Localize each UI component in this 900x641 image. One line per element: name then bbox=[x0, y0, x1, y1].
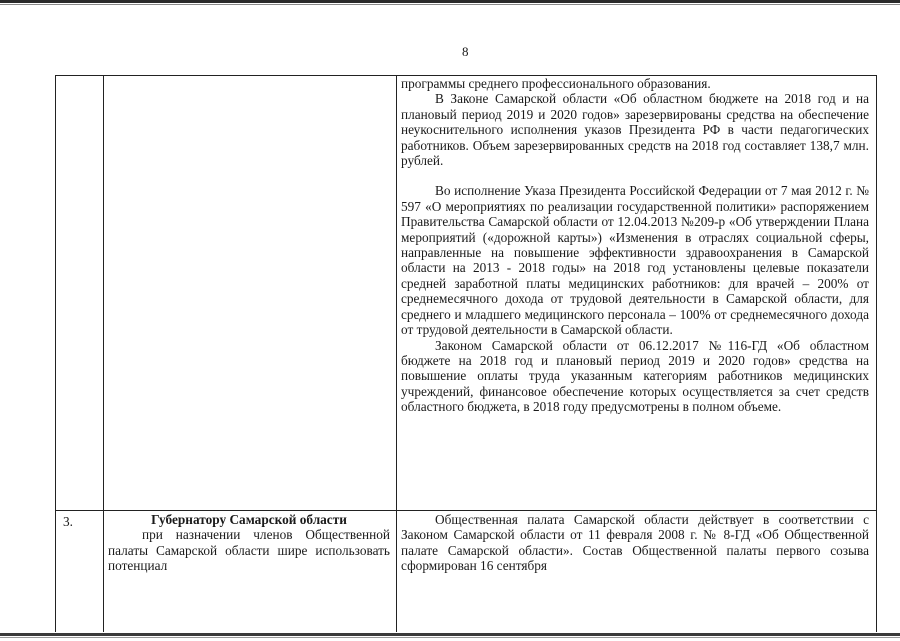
column-divider-2 bbox=[396, 75, 397, 632]
scan-edge-bottom bbox=[0, 633, 900, 636]
scan-edge-top bbox=[0, 0, 900, 3]
recommendation-cell bbox=[108, 512, 390, 630]
table-right-border bbox=[876, 75, 877, 632]
response-paragraph: Во исполнение Указа Президента Российской Федерации от 7 мая 2012 г. № 597 «О мероприятиях по реализации государственной политики» распоряжением Правительства Самарской области от 12.04.2013 №209-р «Об утверждении Плана мероприятий («дорожной карты») «Изменения в отраслях социальной сферы, направленные на повышение эффективности здравоохранения в Самарской области на 2013 - 2018 годы» на 2018 год установлены целевые показатели средней заработной платы медицинских работников: для врачей – 200% от среднемесячного дохода от трудовой деятельности в Самарской области, для среднего и младшего медицинского персонала – 100% от среднемесячного дохода от трудовой деятельности в Самарской области. bbox=[401, 183, 869, 338]
row-number: 3. bbox=[63, 514, 73, 529]
response-cell-prev bbox=[401, 76, 869, 415]
recipient-title: Губернатору Самарской области bbox=[151, 512, 347, 527]
scan-edge-top-line bbox=[0, 4, 900, 5]
response-paragraph: Общественная палата Самарской области действует в соответствии с Законом Самарской области от 11 февраля 2008 г. № 8-ГД «Об Общественной палате Самарской области». Состав Общественной палаты первого созыва сформирован 16 сентября bbox=[401, 512, 869, 574]
scan-edge-bottom-line bbox=[0, 637, 900, 638]
recommendation-text: при назначении членов Общественной палаты Самарской области шире использовать потенциал bbox=[108, 527, 390, 574]
column-divider-1 bbox=[103, 75, 104, 632]
response-paragraph: программы среднего профессионального образования. bbox=[401, 76, 711, 91]
response-cell-3 bbox=[401, 512, 869, 630]
page-number: 8 bbox=[462, 44, 469, 59]
row-divider bbox=[55, 510, 877, 511]
table-left-border bbox=[55, 75, 56, 632]
response-paragraph: В Законе Самарской области «Об областном бюджете на 2018 год и на плановый период 2019 и 2020 годов» зарезервированы средства на обеспечение неукоснительного исполнения указов Президента РФ в части педагогических работников. Объем зарезервированных средств на 2018 год составляет 138,7 млн. рублей. bbox=[401, 91, 869, 169]
response-paragraph: Законом Самарской области от 06.12.2017 №116-ГД «Об областном бюджете на 2018 год и плановый период 2019 и 2020 годов» средства на повышение оплаты труда указанным категориям работников медицинских учреждений, финансовое обеспечение которых осуществляется за счет средств областного бюджета, в 2018 году предусмотрены в полном объеме. bbox=[401, 337, 869, 415]
